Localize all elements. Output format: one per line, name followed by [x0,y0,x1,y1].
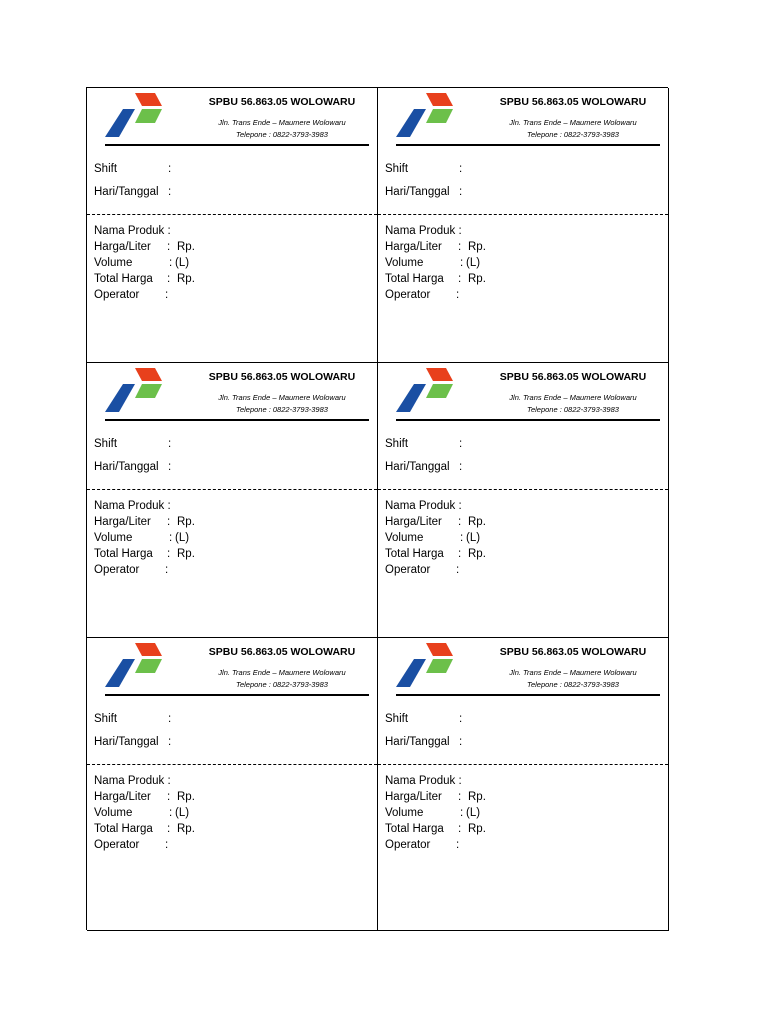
header-divider [396,419,660,421]
receipt-card [378,363,669,638]
total-value: Rp. [177,273,195,285]
station-address: Jln. Trans Ende – Maumere Wolowaru [218,118,346,127]
volume-colon: : [460,257,464,269]
volume-colon: : [169,807,173,819]
price-label: Harga/Liter [94,241,151,253]
product-label: Nama Produk : [94,225,171,237]
operator-colon: : [456,289,460,301]
station-phone: Telepone : 0822-3793-3983 [527,130,619,139]
total-colon: : [167,273,171,285]
operator-colon: : [165,839,169,851]
total-label: Total Harga [385,548,444,560]
shift-label: Shift [385,163,409,175]
operator-label: Operator [94,564,140,576]
product-label: Nama Produk : [385,225,462,237]
station-name: SPBU 56.863.05 WOLOWARU [208,371,356,383]
shift-label: Shift [94,438,118,450]
station-address: Jln. Trans Ende – Maumere Wolowaru [509,118,637,127]
receipt-card [378,88,669,363]
total-label: Total Harga [94,823,153,835]
total-label: Total Harga [94,273,153,285]
date-colon: : [168,736,172,748]
date-label: Hari/Tanggal [94,461,159,473]
operator-label: Operator [385,564,431,576]
date-label: Hari/Tanggal [385,461,450,473]
pertamina-logo-icon [396,368,456,412]
product-label: Nama Produk : [385,775,462,787]
price-value: Rp. [177,516,195,528]
price-label: Harga/Liter [94,791,151,803]
station-address: Jln. Trans Ende – Maumere Wolowaru [218,393,346,402]
date-colon: : [459,186,463,198]
volume-label: Volume [94,807,133,819]
station-address: Jln. Trans Ende – Maumere Wolowaru [509,393,637,402]
operator-colon: : [456,839,460,851]
price-colon: : [458,241,462,253]
date-colon: : [168,461,172,473]
station-phone: Telepone : 0822-3793-3983 [236,405,328,414]
total-colon: : [458,823,462,835]
price-label: Harga/Liter [385,241,442,253]
date-colon: : [168,186,172,198]
station-name: SPBU 56.863.05 WOLOWARU [208,96,356,108]
price-label: Harga/Liter [385,791,442,803]
dashed-divider [87,764,377,765]
header-divider [105,144,369,146]
header-divider [396,694,660,696]
date-label: Hari/Tanggal [94,186,159,198]
pertamina-logo-icon [105,93,165,137]
date-label: Hari/Tanggal [94,736,159,748]
header-divider [105,419,369,421]
volume-value: (L) [175,257,190,269]
operator-colon: : [456,564,460,576]
station-phone: Telepone : 0822-3793-3983 [527,680,619,689]
shift-colon: : [168,438,172,450]
volume-value: (L) [466,532,481,544]
dashed-divider [378,764,668,765]
shift-label: Shift [385,713,409,725]
pertamina-logo-icon [105,368,165,412]
price-colon: : [167,791,171,803]
date-colon: : [459,736,463,748]
receipt-card [87,363,378,638]
shift-colon: : [459,713,463,725]
volume-label: Volume [94,532,133,544]
volume-label: Volume [385,532,424,544]
station-address: Jln. Trans Ende – Maumere Wolowaru [218,668,346,677]
price-colon: : [167,241,171,253]
station-phone: Telepone : 0822-3793-3983 [236,130,328,139]
date-label: Hari/Tanggal [385,186,450,198]
volume-value: (L) [175,807,190,819]
price-value: Rp. [468,791,486,803]
total-label: Total Harga [385,273,444,285]
dashed-divider [378,214,668,215]
price-value: Rp. [468,516,486,528]
station-phone: Telepone : 0822-3793-3983 [527,405,619,414]
volume-label: Volume [385,807,424,819]
total-value: Rp. [468,273,486,285]
station-name: SPBU 56.863.05 WOLOWARU [499,96,647,108]
volume-label: Volume [385,257,424,269]
pertamina-logo-icon [105,643,165,687]
station-phone: Telepone : 0822-3793-3983 [236,680,328,689]
pertamina-logo-icon [396,643,456,687]
dashed-divider [378,489,668,490]
total-colon: : [167,548,171,560]
date-label: Hari/Tanggal [385,736,450,748]
station-name: SPBU 56.863.05 WOLOWARU [499,371,647,383]
product-label: Nama Produk : [385,500,462,512]
shift-colon: : [459,438,463,450]
receipt-card [87,88,378,363]
operator-colon: : [165,564,169,576]
product-label: Nama Produk : [94,775,171,787]
total-colon: : [458,273,462,285]
station-name: SPBU 56.863.05 WOLOWARU [208,646,356,658]
total-label: Total Harga [385,823,444,835]
total-label: Total Harga [94,548,153,560]
volume-value: (L) [466,807,481,819]
volume-label: Volume [94,257,133,269]
volume-colon: : [460,807,464,819]
dashed-divider [87,489,377,490]
shift-label: Shift [94,163,118,175]
operator-colon: : [165,289,169,301]
volume-colon: : [169,532,173,544]
volume-colon: : [169,257,173,269]
price-label: Harga/Liter [94,516,151,528]
volume-value: (L) [466,257,481,269]
total-colon: : [458,548,462,560]
shift-colon: : [459,163,463,175]
station-address: Jln. Trans Ende – Maumere Wolowaru [509,668,637,677]
station-name: SPBU 56.863.05 WOLOWARU [499,646,647,658]
header-divider [396,144,660,146]
shift-label: Shift [94,713,118,725]
receipt-card [87,638,378,931]
price-label: Harga/Liter [385,516,442,528]
operator-label: Operator [385,839,431,851]
pertamina-logo-icon [396,93,456,137]
dashed-divider [87,214,377,215]
price-colon: : [458,791,462,803]
shift-label: Shift [385,438,409,450]
price-colon: : [167,516,171,528]
product-label: Nama Produk : [94,500,171,512]
price-value: Rp. [177,241,195,253]
price-value: Rp. [468,241,486,253]
price-value: Rp. [177,791,195,803]
total-colon: : [167,823,171,835]
volume-value: (L) [175,532,190,544]
shift-colon: : [168,713,172,725]
operator-label: Operator [94,289,140,301]
operator-label: Operator [94,839,140,851]
receipt-sheet [86,87,668,930]
total-value: Rp. [177,548,195,560]
date-colon: : [459,461,463,473]
volume-colon: : [460,532,464,544]
shift-colon: : [168,163,172,175]
price-colon: : [458,516,462,528]
operator-label: Operator [385,289,431,301]
header-divider [105,694,369,696]
total-value: Rp. [468,823,486,835]
total-value: Rp. [468,548,486,560]
total-value: Rp. [177,823,195,835]
receipt-card [378,638,669,931]
